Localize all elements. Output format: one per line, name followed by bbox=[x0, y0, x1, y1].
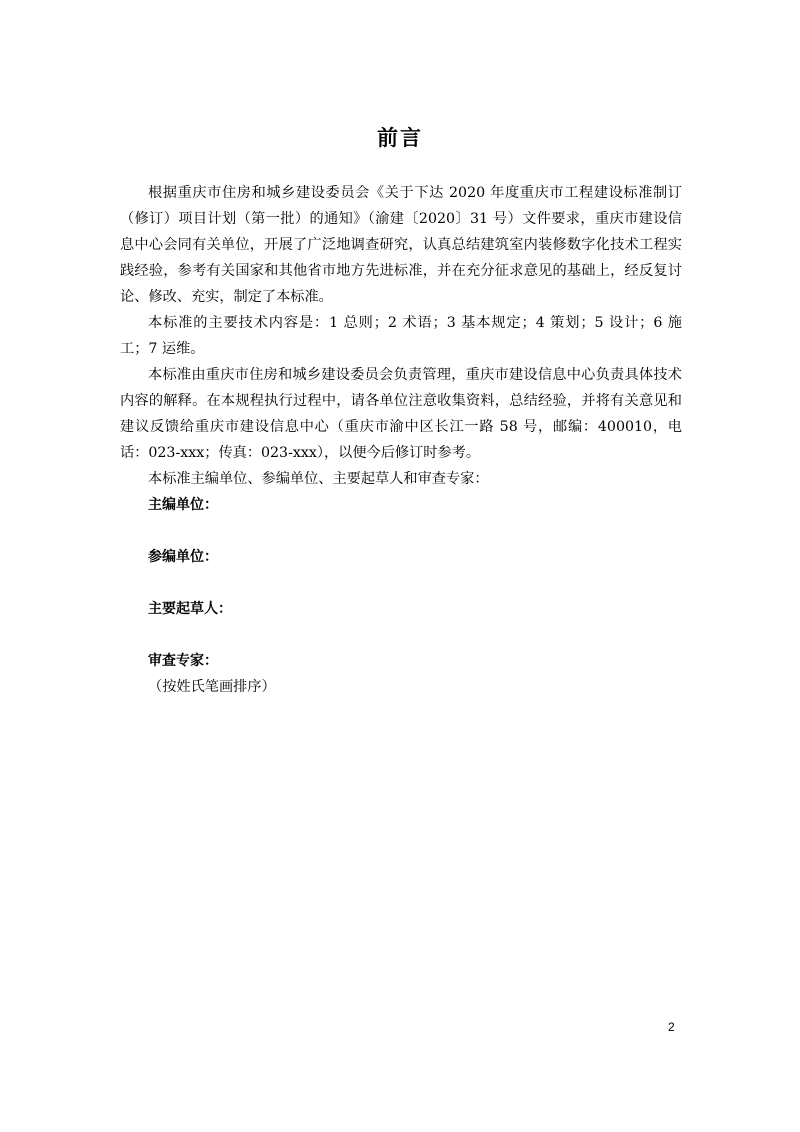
co-editor-heading: 参编单位： bbox=[148, 549, 218, 565]
paragraph-management: 本标准由重庆市住房和城乡建设委员会负责管理，重庆市建设信息中心负责具体技术内容的解释。在本规程执行过程中，请各单位注意收集资料，总结经验，并将有关意见和建议反馈给重庆市建设信息中心（重庆市渝中区长江一路 58 号，邮编：400010，电话：023-xxx；传真：023-xxx），以便今后修订时参考。 bbox=[120, 367, 682, 461]
page-number: 2 bbox=[668, 1020, 675, 1034]
chief-editor-heading: 主编单位： bbox=[148, 497, 218, 513]
paragraph-contributors-intro: 本标准主编单位、参编单位、主要起草人和审查专家： bbox=[148, 471, 489, 487]
page-title: 前言 bbox=[377, 126, 423, 150]
document-body bbox=[120, 180, 682, 700]
paragraph-contents: 本标准的主要技术内容是：1 总则；2 术语；3 基本规定；4 策划；5 设计；6 施工；7 运维。 bbox=[120, 315, 682, 357]
sorting-note: （按姓氏笔画排序） bbox=[148, 679, 276, 695]
spacer bbox=[120, 518, 682, 544]
reviewers-heading: 审查专家： bbox=[148, 653, 218, 669]
paragraph-background: 根据重庆市住房和城乡建设委员会《关于下达 2020 年度重庆市工程建设标准制订（修订）项目计划（第一批）的通知》（渝建〔2020〕31 号）文件要求，重庆市建设信息中心会同有关单位，开展了广泛地调查研究，认真总结建筑室内装修数字化技术工程实践经验，参考有关国家和其他省市地方先进标准，并在充分征求意见的基础上，经反复讨论、修改、充实，制定了本标准。 bbox=[120, 185, 682, 305]
spacer bbox=[120, 570, 682, 596]
spacer bbox=[120, 622, 682, 648]
drafters-heading: 主要起草人： bbox=[148, 601, 232, 617]
